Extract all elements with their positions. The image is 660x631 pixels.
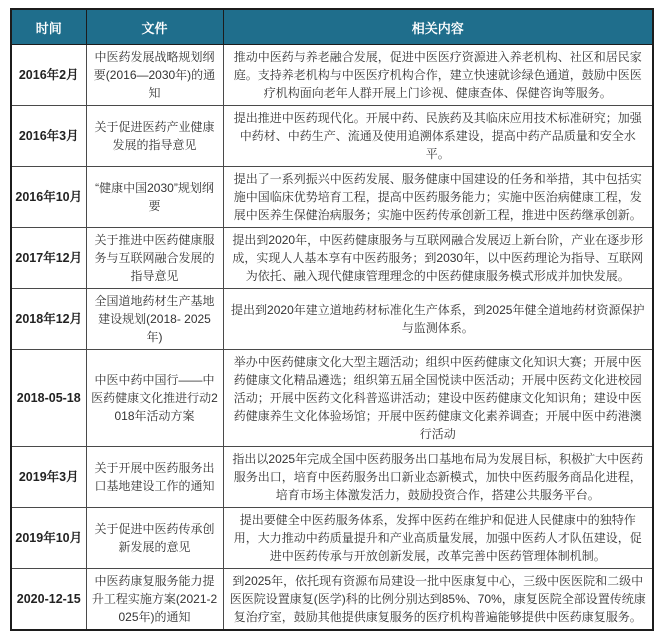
content-cell: 提出到2020年，中医药健康服务与互联网融合发展迈上新台阶，产业在逐步形成，实现人人基本享有中医药服务；到2030年，以中医药理论为指导、互联网为依托、融入现代健康管理理念的中医药健康服务模式形成并加快发展。 (223, 228, 653, 289)
table-row (11, 447, 653, 508)
content-cell: 推动中医药与养老融合发展，促进中医医疗资源进入养老机构、社区和居民家庭。支持养老机构与中医医疗机构合作，建立快速就诊绿色通道，鼓励中医医疗机构面向老年人群开展上门诊视、健康查体、保健咨询等服务。 (223, 45, 653, 106)
content-cell: 提出了一系列振兴中医药发展、服务健康中国建设的任务和举措，其中包括实施中国临床优势培育工程，提高中医药服务能力；实施中医治病健康工程，发展中医养生保健治病服务；实施中医药传承创新工程，推进中医药继承创新。 (223, 167, 653, 228)
time-cell: 2017年12月 (11, 228, 86, 289)
content-cell: 提出要健全中医药服务体系，发挥中医药在维护和促进人民健康中的独特作用，大力推动中药质量提升和产业高质量发展，加强中医药人才队伍建设，促进中医药传承与开放创新发展，改革完善中医药管理体制机制。 (223, 508, 653, 569)
time-cell: 2019年10月 (11, 508, 86, 569)
table-row (11, 228, 653, 289)
table-row (11, 167, 653, 228)
content-cell: 指出以2025年完成全国中医药服务出口基地布局为发展目标，积极扩大中医药服务出口，培育中医药服务出口新业态新模式，加快中医药服务商品化进程，培育市场主体激发活力，鼓励投资合作，搭建公共服务平台。 (223, 447, 653, 508)
policy-table (10, 8, 654, 631)
table-row (11, 350, 653, 447)
file-cell: 全国道地药材生产基地建设规划(2018- 2025年) (86, 289, 223, 350)
table-row (11, 569, 653, 631)
table-body (11, 45, 653, 631)
content-cell: 到2025年，依托现有资源布局建设一批中医康复中心，三级中医医院和二级中医医院设置康复(医学)科的比例分别达到85%、70%，康复医院全部设置传统康复治疗室，鼓励其他提供康复服务的医疗机构普遍能够提供中医药康复服务。 (223, 569, 653, 631)
file-cell: 关于推进中医药健康服务与互联网融合发展的指导意见 (86, 228, 223, 289)
time-cell: 2018年12月 (11, 289, 86, 350)
table-row (11, 106, 653, 167)
content-cell: 提出推进中医药现代化。开展中药、民族药及其临床应用技术标准研究；加强中药材、中药生产、流通及使用追溯体系建设，提高中药产品质量和安全水平。 (223, 106, 653, 167)
time-cell: 2016年2月 (11, 45, 86, 106)
table-row (11, 508, 653, 569)
time-cell: 2018-05-18 (11, 350, 86, 447)
file-cell: 关于开展中医药服务出口基地建设工作的通知 (86, 447, 223, 508)
file-cell: “健康中国2030”规划纲要 (86, 167, 223, 228)
time-cell: 2019年3月 (11, 447, 86, 508)
col-header-content: 相关内容 (223, 9, 653, 45)
table-row (11, 289, 653, 350)
content-cell: 举办中医药健康文化大型主题活动；组织中医药健康文化知识大赛；开展中医药健康文化精品遴选；组织第五届全国悦读中医活动；开展中医药文化进校园活动；开展中医药文化科普巡讲活动；建设中医药健康文化知识角；建设中医药健康养生文化体验场馆；开展中医药健康文化素养调查；开展中医中药港澳行活动 (223, 350, 653, 447)
file-cell: 关于促进中医药传承创新发展的意见 (86, 508, 223, 569)
file-cell: 中医药康复服务能力提升工程实施方案(2021-2025年)的通知 (86, 569, 223, 631)
header-row (11, 9, 653, 45)
file-cell: 中医药发展战略规划纲要(2016—2030年)的通知 (86, 45, 223, 106)
time-cell: 2020-12-15 (11, 569, 86, 631)
col-header-time: 时间 (11, 9, 86, 45)
time-cell: 2016年10月 (11, 167, 86, 228)
file-cell: 中医中药中国行——中医药健康文化推进行动2018年活动方案 (86, 350, 223, 447)
table-row (11, 45, 653, 106)
file-cell: 关于促进医药产业健康发展的指导意见 (86, 106, 223, 167)
time-cell: 2016年3月 (11, 106, 86, 167)
col-header-file: 文件 (86, 9, 223, 45)
table-header (11, 9, 653, 45)
content-cell: 提出到2020年建立道地药材标准化生产体系，到2025年健全道地药材资源保护与监测体系。 (223, 289, 653, 350)
